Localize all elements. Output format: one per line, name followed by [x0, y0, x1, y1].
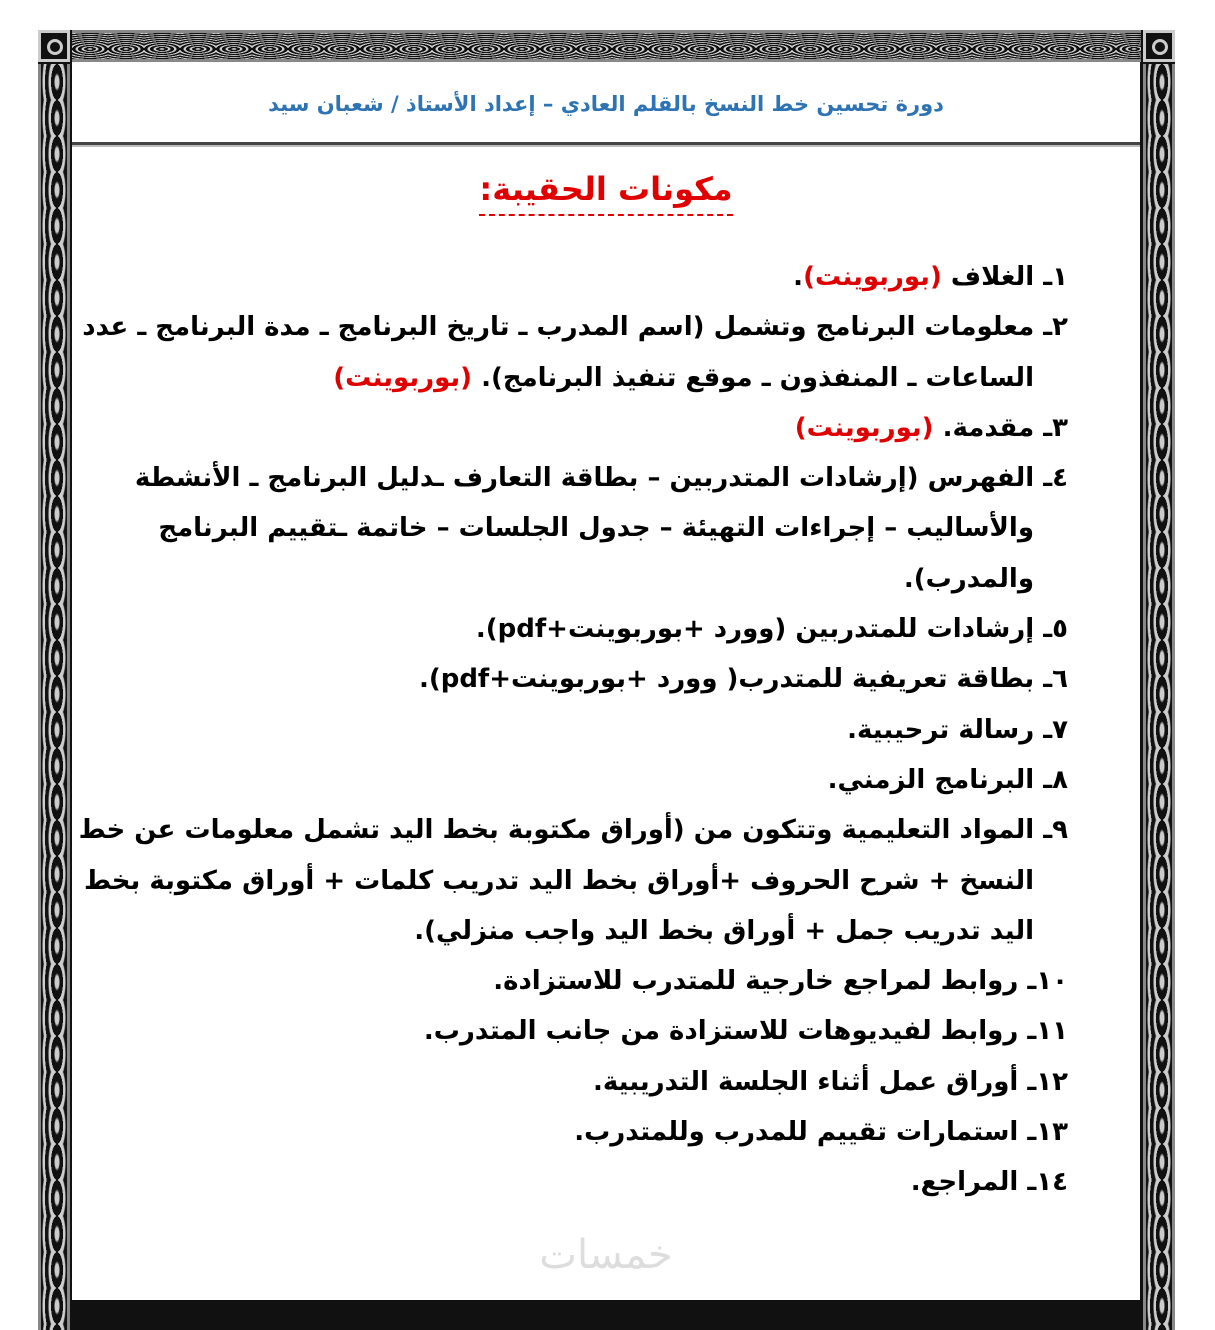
item-text: والمدرب). [903, 563, 1034, 594]
list-item-line [88, 1107, 1068, 1157]
corner-ornament-icon [1143, 30, 1175, 62]
list-item-line [88, 956, 1068, 1006]
item-text: الساعات ـ المنفذون ـ موقع تنفيذ البرنامج). [472, 362, 1034, 393]
list-item-line [82, 302, 1068, 352]
list-item-line [83, 856, 1068, 906]
item-text: ١٢ـ أوراق عمل أثناء الجلسة التدريبية. [593, 1066, 1068, 1097]
list-item-line [88, 906, 1068, 956]
list-item [88, 755, 1068, 805]
list-item [88, 956, 1068, 1006]
list-item [88, 604, 1068, 654]
watermark-logo: خمسات [539, 1232, 673, 1278]
list-item [82, 302, 1068, 403]
item-text: ١٠ـ روابط لمراجع خارجية للمتدرب للاستزادة. [493, 966, 1068, 997]
list-item-line [88, 252, 1068, 302]
list-item [88, 453, 1068, 604]
item-text: والأساليب – إجراءات التهيئة – جدول الجلسات – خاتمة ـتقييم البرنامج [158, 513, 1034, 544]
list-item [88, 654, 1068, 704]
list-item-line [78, 805, 1068, 855]
title-text: مكونات الحقيبة: [479, 170, 732, 216]
list-item [88, 1157, 1068, 1207]
item-text: ١ـ الغلاف [941, 262, 1068, 292]
list-item [88, 1057, 1068, 1107]
format-note: (بوربوينت) [803, 262, 942, 292]
item-text: ٩ـ المواد التعليمية وتتكون من (أوراق مكتوبة بخط اليد تشمل معلومات عن خط [78, 815, 1068, 846]
list-item-line [88, 755, 1068, 805]
corner-ornament-icon [38, 30, 70, 62]
list-item-line [88, 1157, 1068, 1207]
list-item-line [88, 1006, 1068, 1056]
list-item-line [88, 403, 1068, 453]
header-text: دورة تحسين خط النسخ بالقلم العادي – إعداد الأستاذ / شعبان سيد [268, 92, 944, 116]
list-item [88, 1107, 1068, 1157]
item-text: ١١ـ روابط لفيديوهات للاستزادة من جانب المتدرب. [423, 1016, 1068, 1047]
item-text: ١٣ـ استمارات تقييم للمدرب وللمتدرب. [574, 1117, 1068, 1148]
item-text: ٣ـ مقدمة. [933, 412, 1068, 443]
item-text: ٧ـ رسالة ترحيبية. [847, 714, 1068, 745]
list-item [88, 252, 1068, 302]
list-item-line [88, 353, 1068, 403]
list-item-line [88, 554, 1068, 604]
border-right [1143, 64, 1175, 1330]
item-text: . [793, 262, 804, 292]
item-text: ٨ـ البرنامج الزمني. [827, 764, 1068, 795]
list-item-line [88, 503, 1068, 553]
format-note: (بوربوينت) [794, 412, 934, 443]
list-item-line [88, 654, 1068, 704]
list-item [88, 705, 1068, 755]
list-item-line [88, 705, 1068, 755]
list-item-line [88, 604, 1068, 654]
list-item-line [88, 1057, 1068, 1107]
document-page [72, 62, 1140, 1300]
item-text: النسخ + شرح الحروف +أوراق بخط اليد تدريب كلمات + أوراق مكتوبة بخط [83, 865, 1034, 896]
list-item-line [88, 453, 1068, 503]
list-item [88, 1006, 1068, 1056]
format-note: (بوربوينت) [333, 362, 473, 393]
item-text: ٥ـ إرشادات للمتدربين (وورد +بوربوينت+pdf). [475, 614, 1068, 645]
item-text: ٦ـ بطاقة تعريفية للمتدرب( وورد +بوربوينت+pdf). [418, 664, 1068, 695]
list-item [88, 403, 1068, 453]
border-left [38, 64, 70, 1330]
border-top [72, 30, 1141, 62]
item-text: ٢ـ معلومات البرنامج وتشمل (اسم المدرب ـ تاريخ البرنامج ـ مدة البرنامج ـ عدد [82, 312, 1068, 343]
contents-list [78, 252, 1068, 1208]
item-text: ٤ـ الفهرس (إرشادات المتدربين – بطاقة التعارف ـدليل البرنامج ـ الأنشطة [134, 463, 1068, 494]
list-item [78, 805, 1068, 956]
item-text: اليد تدريب جمل + أوراق بخط اليد واجب منزلي). [414, 915, 1034, 946]
item-text: ١٤ـ المراجع. [910, 1167, 1068, 1198]
page-title [72, 170, 1140, 208]
page-header [72, 62, 1140, 145]
